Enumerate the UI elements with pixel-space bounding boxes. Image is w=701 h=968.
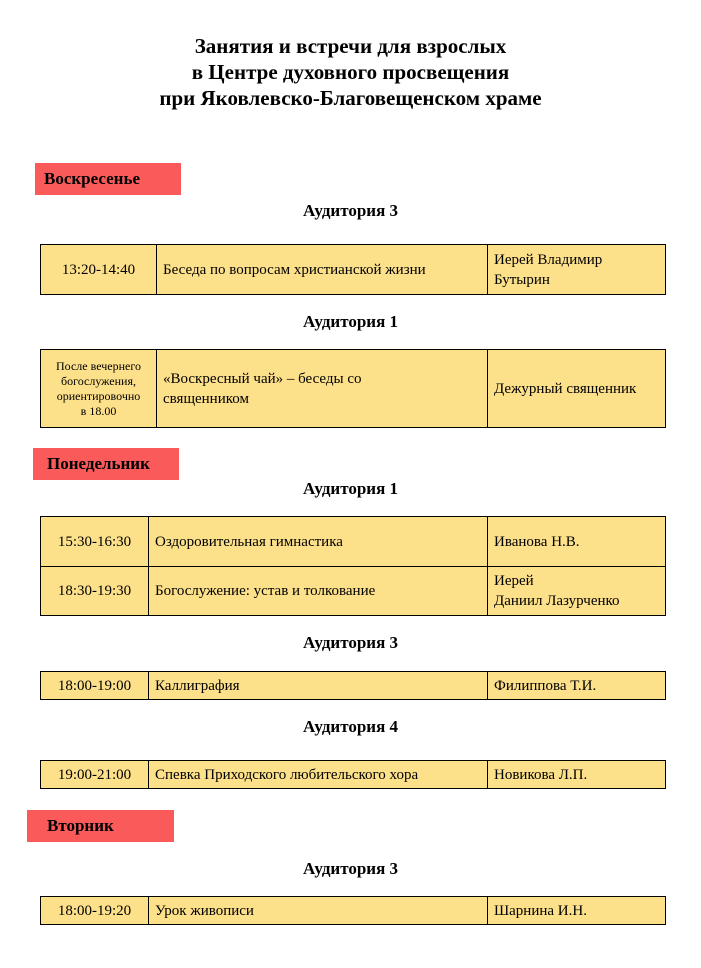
activity-cell: Беседа по вопросам христианской жизни	[157, 245, 488, 295]
leader-line: Даниил Лазурченко	[494, 593, 620, 609]
schedule-table	[40, 349, 666, 428]
time-cell: 15:30-16:30	[41, 517, 149, 567]
time-cell: 13:20-14:40	[41, 245, 157, 295]
room-heading: Аудитория 3	[302, 633, 399, 652]
activity-line: «Воскресный чай» – беседы со	[163, 370, 362, 387]
schedule-row	[41, 897, 666, 925]
leader-cell: Иванова Н.В.	[488, 517, 666, 567]
leader-cell: Филиппова Т.И.	[488, 672, 666, 700]
schedule-row	[41, 350, 666, 428]
activity-cell: Каллиграфия	[149, 672, 488, 700]
leader-line: Иерей	[494, 573, 534, 589]
time-line: После вечернего	[56, 358, 141, 373]
schedule-table	[40, 244, 666, 295]
title-line-2: в Центре духовного просвещения	[191, 60, 510, 84]
schedule-table	[40, 760, 666, 789]
schedule-row	[41, 245, 666, 295]
time-cell: 18:30-19:30	[41, 567, 149, 616]
room-heading: Аудитория 3	[302, 859, 399, 878]
activity-cell: Оздоровительная гимнастика	[149, 517, 488, 567]
time-line: богослужения,	[60, 373, 136, 388]
time-cell: 18:00-19:00	[41, 672, 149, 700]
title-line-3: при Яковлевско-Благовещенском храме	[159, 86, 542, 110]
title-line-1: Занятия и встречи для взрослых	[194, 34, 507, 58]
activity-cell: Богослужение: устав и толкование	[149, 567, 488, 616]
schedule-table	[40, 516, 666, 616]
leader-cell: Дежурный священник	[488, 350, 666, 428]
time-cell: 18:00-19:20	[41, 897, 149, 925]
schedule-row	[41, 567, 666, 616]
room-heading: Аудитория 1	[302, 312, 399, 331]
time-line: в 18.00	[80, 403, 117, 418]
room-heading: Аудитория 1	[302, 479, 399, 498]
schedule-table	[40, 671, 666, 700]
room-heading: Аудитория 3	[302, 201, 399, 220]
leader-cell	[488, 567, 666, 616]
leader-line: Бутырин	[494, 271, 550, 288]
room-heading: Аудитория 4	[302, 717, 399, 736]
leader-cell	[488, 245, 666, 295]
activity-cell: Урок живописи	[149, 897, 488, 925]
leader-line: Иерей Владимир	[494, 251, 603, 268]
leader-cell: Новикова Л.П.	[488, 761, 666, 789]
day-header-tuesday: Вторник	[27, 810, 174, 842]
day-header-monday: Понедельник	[33, 448, 179, 480]
activity-line: священником	[163, 390, 249, 407]
time-line: ориентировочно	[56, 388, 141, 403]
time-cell: 19:00-21:00	[41, 761, 149, 789]
schedule-row	[41, 672, 666, 700]
page-title	[0, 33, 701, 111]
activity-cell	[157, 350, 488, 428]
time-cell	[41, 350, 157, 428]
schedule-row	[41, 517, 666, 567]
schedule-table	[40, 896, 666, 925]
activity-cell: Спевка Приходского любительского хора	[149, 761, 488, 789]
leader-cell: Шарнина И.Н.	[488, 897, 666, 925]
schedule-row	[41, 761, 666, 789]
day-header-sunday: Воскресенье	[35, 163, 181, 195]
